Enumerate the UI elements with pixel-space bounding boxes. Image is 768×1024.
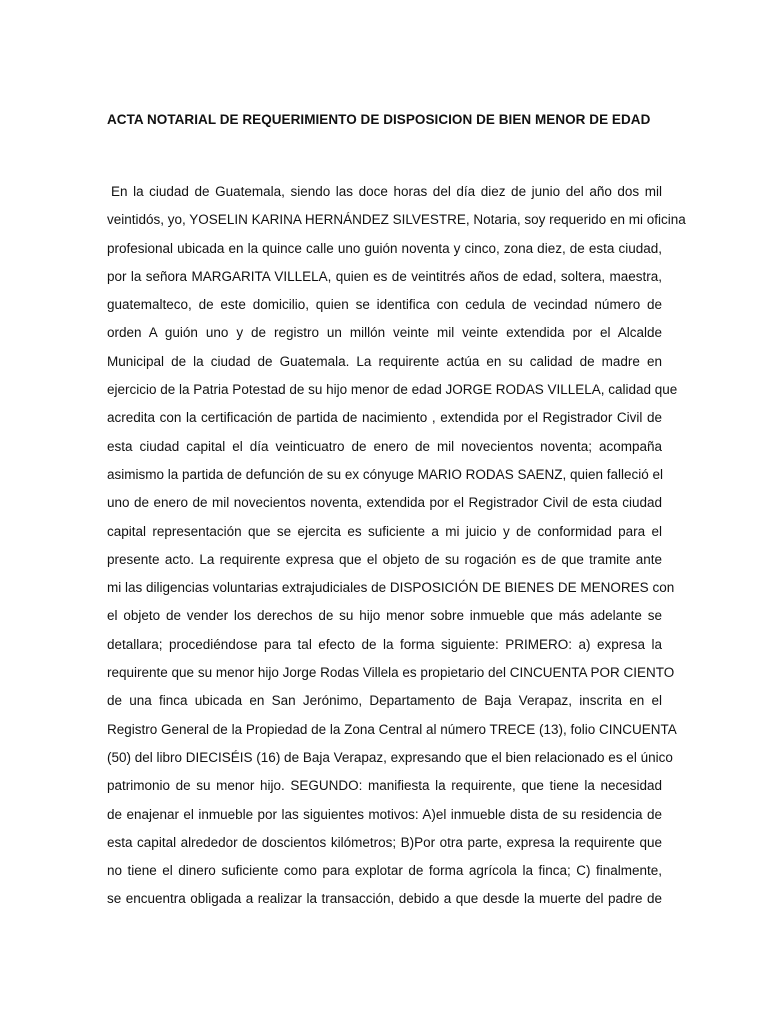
body-line-11: asimismo la partida de defunción de su ex cónyuge MARIO RODAS SAENZ, quien falleció el (107, 466, 664, 482)
body-line-13: capital representación que se ejercita es suficiente a mi juicio y de conformidad para el (107, 523, 662, 539)
body-line-24: esta capital alrededor de doscientos kilómetros; B)Por otra parte, expresa la requirente que (107, 834, 662, 850)
body-line-4: por la señora MARGARITA VILLELA, quien es de veintitrés años de edad, soltera, maestra, (107, 268, 662, 284)
body-line-19: de una finca ubicada en San Jerónimo, Departamento de Baja Verapaz, inscrita en el (107, 693, 662, 709)
body-line-23: de enajenar el inmueble por las siguientes motivos: A)el inmueble dista de su residencia de (107, 806, 662, 822)
body-line-17: detallara; procediéndose para tal efecto de la forma siguiente: PRIMERO: a) expresa la (107, 636, 662, 652)
body-line-3: profesional ubicada en la quince calle uno guión noventa y cinco, zona diez, de esta ciudad, (107, 240, 662, 256)
body-line-6: orden A guión uno y de registro un millón veinte mil veinte extendida por el Alcalde (107, 325, 662, 341)
body-line-16: el objeto de vender los derechos de su hijo menor sobre inmueble que más adelante se (107, 608, 662, 624)
body-line-1: En la ciudad de Guatemala, siendo las doce horas del día diez de junio del año dos mil (111, 184, 662, 199)
body-line-14: presente acto. La requirente expresa que el objeto de su rogación es de que tramite ante (107, 551, 662, 567)
document-body (107, 182, 686, 918)
body-line-21: (50) del libro DIECISÉIS (16) de Baja Verapaz, expresando que el bien relacionado es el único (107, 749, 673, 765)
document-title: ACTA NOTARIAL DE REQUERIMIENTO DE DISPOSICION DE BIEN MENOR DE EDAD (107, 112, 651, 127)
body-line-7: Municipal de la ciudad de Guatemala. La requirente actúa en su calidad de madre en (107, 353, 662, 369)
body-line-25: no tiene el dinero suficiente como para explotar de forma agrícola la finca; C) finalmente, (107, 863, 662, 879)
body-line-2: veintidós, yo, YOSELIN KARINA HERNÁNDEZ SILVESTRE, Notaria, soy requerido en mi oficina (107, 212, 686, 228)
body-line-22: patrimonio de su menor hijo. SEGUNDO: manifiesta la requirente, que tiene la necesidad (107, 778, 662, 794)
body-line-15: mi las diligencias voluntarias extrajudiciales de DISPOSICIÓN DE BIENES DE MENORES con (107, 580, 675, 596)
body-line-26: se encuentra obligada a realizar la transacción, debido a que desde la muerte del padre de (107, 891, 662, 907)
body-line-5: guatemalteco, de este domicilio, quien se identifica con cedula de vecindad número de (107, 297, 662, 313)
body-line-18: requirente que su menor hijo Jorge Rodas Villela es propietario del CINCUENTA POR CIENTO (107, 665, 675, 681)
body-line-8: ejercicio de la Patria Potestad de su hijo menor de edad JORGE RODAS VILLELA, calidad que (107, 382, 678, 398)
body-line-9: acredita con la certificación de partida de nacimiento , extendida por el Registrador Civil de (107, 410, 662, 426)
body-line-12: uno de enero de mil novecientos noventa, extendida por el Registrador Civil de esta ciudad (107, 495, 662, 511)
body-line-20: Registro General de la Propiedad de la Zona Central al número TRECE (13), folio CINCUENTA (107, 721, 677, 737)
body-line-10: esta ciudad capital el día veinticuatro de enero de mil novecientos noventa; acompaña (107, 438, 662, 454)
